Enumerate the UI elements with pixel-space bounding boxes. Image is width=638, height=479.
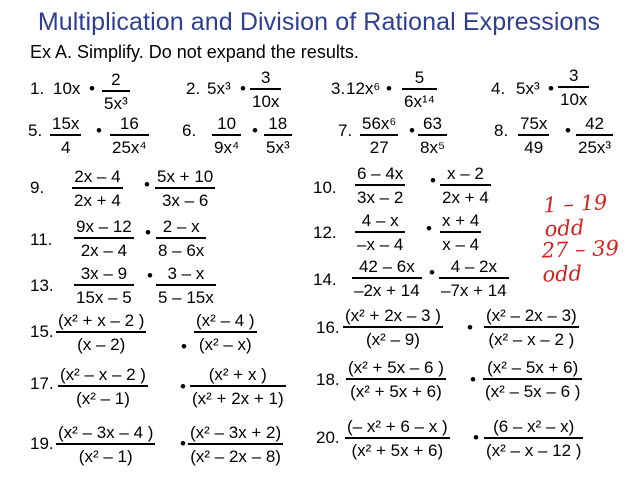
fraction xyxy=(360,115,398,156)
denominator: 10x xyxy=(252,92,280,111)
numerator: (x² – 3x – 4 ) xyxy=(58,423,154,442)
problem-number: 1. xyxy=(30,79,45,98)
numerator: (x² – x – 2 ) xyxy=(60,365,146,384)
numerator: (6 – x² – x) xyxy=(493,417,575,436)
fraction xyxy=(250,69,281,110)
denominator: (x² – 9) xyxy=(366,330,420,349)
multiply-operator: • xyxy=(548,79,554,98)
fraction xyxy=(102,71,130,112)
problem-number: 12. xyxy=(313,223,337,242)
problem-number: 10. xyxy=(313,178,337,197)
fraction xyxy=(440,165,491,206)
numerator: 15x xyxy=(52,114,80,133)
problem-number: 9. xyxy=(30,178,45,197)
denominator: 2x + 4 xyxy=(74,191,121,210)
denominator: 10x xyxy=(560,90,588,109)
multiply-operator: • xyxy=(430,171,436,190)
denominator: 8x⁵ xyxy=(420,138,446,157)
fraction xyxy=(402,69,437,110)
numerator: 3x – 9 xyxy=(80,264,128,283)
problem-number: 6. xyxy=(182,121,197,140)
problem-number: 7. xyxy=(338,121,353,140)
denominator: (x² – 2x – 8) xyxy=(190,447,281,466)
handwritten-note: 1 – 19 odd xyxy=(542,190,608,242)
multiply-operator: • xyxy=(180,377,186,396)
denominator: (x² + 5x + 6) xyxy=(351,441,444,460)
denominator: 25x³ xyxy=(578,138,612,157)
denominator: (x² – 1) xyxy=(78,447,133,466)
fraction xyxy=(155,168,215,209)
denominator: 4 xyxy=(60,138,71,157)
numerator: x + 4 xyxy=(442,211,480,230)
numerator: 2 xyxy=(111,70,121,89)
numerator: (– x² + 6 – x ) xyxy=(347,417,448,436)
denominator: 15x – 5 xyxy=(76,288,132,307)
problem-number: 16. xyxy=(316,318,340,337)
denominator: 5x³ xyxy=(104,94,128,113)
numerator: 6 – 4x xyxy=(357,164,404,183)
denominator: (x² – x – 12 ) xyxy=(486,441,582,460)
denominator: 2x – 4 xyxy=(80,241,128,260)
whole-term: 12x⁶ xyxy=(346,79,381,98)
denominator: 8 – 6x xyxy=(158,241,205,260)
problem-number: 2. xyxy=(186,79,201,98)
problem-number: 15. xyxy=(30,322,54,341)
whole-term: 5x³ xyxy=(516,79,540,98)
numerator: 4 – x xyxy=(361,211,399,230)
fraction xyxy=(352,258,422,299)
numerator: (x² + 2x – 3 ) xyxy=(345,306,441,325)
problem-number: 3. xyxy=(331,79,346,98)
denominator: (x² – x – 2 ) xyxy=(488,330,575,349)
numerator: 3 – x xyxy=(167,264,205,283)
fraction xyxy=(72,168,123,209)
multiply-operator: • xyxy=(96,121,102,140)
denominator: 6x¹⁴ xyxy=(404,92,435,111)
numerator: (x² + 5x – 6 ) xyxy=(348,358,444,377)
fraction xyxy=(110,115,149,156)
fraction xyxy=(56,312,146,353)
fraction xyxy=(484,418,583,459)
numerator: 9x – 12 xyxy=(76,217,132,236)
numerator: (x² + x ) xyxy=(208,365,267,384)
denominator: (x² – 5x – 6 ) xyxy=(485,382,581,401)
multiply-operator: • xyxy=(89,79,95,98)
denominator: 3x – 6 xyxy=(161,191,209,210)
multiply-operator: • xyxy=(473,428,479,447)
fraction xyxy=(50,115,81,156)
multiply-operator: • xyxy=(252,121,258,140)
multiply-operator: • xyxy=(180,434,186,453)
fraction xyxy=(418,115,447,156)
numerator: (x² + x – 2 ) xyxy=(58,311,145,330)
problem-number: 19. xyxy=(30,434,54,453)
denominator: (x² – 1) xyxy=(76,389,130,408)
fraction xyxy=(74,218,134,259)
multiply-operator: • xyxy=(240,79,246,98)
multiply-operator: • xyxy=(145,223,151,242)
numerator: 42 xyxy=(585,114,604,133)
denominator: 3x – 2 xyxy=(357,188,404,207)
problem-number: 14. xyxy=(313,270,337,289)
denominator: (x² + 2x + 1) xyxy=(192,389,284,408)
fraction xyxy=(264,115,292,156)
denominator: (x² – x) xyxy=(198,335,252,354)
fraction xyxy=(439,258,509,299)
fraction xyxy=(156,265,216,306)
fraction xyxy=(74,265,134,306)
numerator: 2x – 4 xyxy=(74,167,121,186)
numerator: 3 xyxy=(568,66,579,85)
numerator: 10 xyxy=(217,114,237,133)
multiply-operator: • xyxy=(470,370,476,389)
numerator: 42 – 6x xyxy=(358,257,415,276)
fraction xyxy=(343,307,443,348)
numerator: (x² – 5x + 6) xyxy=(487,358,579,377)
numerator: x – 2 xyxy=(446,164,484,183)
fraction xyxy=(58,366,148,407)
denominator: x – 4 xyxy=(442,235,480,254)
multiply-operator: • xyxy=(429,263,435,282)
denominator: 5x³ xyxy=(266,138,290,157)
fraction xyxy=(518,115,549,156)
fraction xyxy=(355,212,405,253)
multiply-operator: • xyxy=(144,175,150,194)
multiply-operator: • xyxy=(181,337,187,356)
denominator: 2x + 4 xyxy=(442,188,489,207)
denominator: –7x + 14 xyxy=(441,281,507,300)
numerator: (x² – 4 ) xyxy=(196,311,255,330)
numerator: 3 xyxy=(260,68,271,87)
numerator: 18 xyxy=(268,114,288,133)
fraction xyxy=(156,218,206,259)
whole-term: 5x³ xyxy=(207,79,231,98)
multiply-operator: • xyxy=(565,121,571,140)
fraction xyxy=(484,307,579,348)
multiply-operator: • xyxy=(426,219,432,238)
denominator: 27 xyxy=(369,138,389,157)
numerator: 5 xyxy=(414,68,425,87)
numerator: 56x⁶ xyxy=(362,114,397,133)
fraction xyxy=(355,165,405,206)
multiply-operator: • xyxy=(386,79,392,98)
page-title: Multiplication and Division of Rational Expressions xyxy=(37,8,601,36)
whole-term: 10x xyxy=(53,79,81,98)
problem-number: 8. xyxy=(494,121,509,140)
problem-number: 20. xyxy=(316,428,340,447)
numerator: (x² – 2x – 3) xyxy=(486,306,577,325)
fraction xyxy=(194,312,257,353)
problem-number: 17. xyxy=(30,374,54,393)
numerator: 2 – x xyxy=(162,217,200,236)
numerator: 63 xyxy=(423,114,442,133)
problem-number: 13. xyxy=(30,276,54,295)
numerator: 16 xyxy=(119,114,139,133)
fraction xyxy=(345,418,450,459)
denominator: 9x⁴ xyxy=(214,138,240,157)
multiply-operator: • xyxy=(467,318,473,337)
fraction xyxy=(188,424,283,465)
instructions: Ex A. Simplify. Do not expand the results. xyxy=(30,42,359,62)
problem-number: 11. xyxy=(30,230,53,249)
numerator: 4 – 2x xyxy=(450,257,497,276)
fraction xyxy=(440,212,481,253)
problem-number: 4. xyxy=(491,79,506,98)
fraction xyxy=(190,366,286,407)
denominator: (x – 2) xyxy=(77,335,126,354)
numerator: 75x xyxy=(520,114,548,133)
denominator: 25x⁴ xyxy=(112,138,147,157)
multiply-operator: • xyxy=(409,121,415,140)
fraction xyxy=(212,115,241,156)
multiply-operator: • xyxy=(147,266,153,285)
denominator: 5 – 15x xyxy=(158,288,214,307)
denominator: 49 xyxy=(524,138,544,157)
fraction xyxy=(346,359,446,400)
handwritten-note: 27 – 39 odd xyxy=(541,235,620,287)
fraction xyxy=(483,359,582,400)
denominator: –2x + 14 xyxy=(354,281,420,300)
numerator: (x² – 3x + 2) xyxy=(190,423,282,442)
fraction xyxy=(576,115,613,156)
fraction xyxy=(56,424,155,465)
fraction xyxy=(558,67,589,108)
denominator: (x² + 5x + 6) xyxy=(350,382,442,401)
numerator: 5x + 10 xyxy=(157,167,214,186)
denominator: –x – 4 xyxy=(357,235,404,254)
problem-number: 18. xyxy=(316,370,340,389)
problem-number: 5. xyxy=(28,121,43,140)
